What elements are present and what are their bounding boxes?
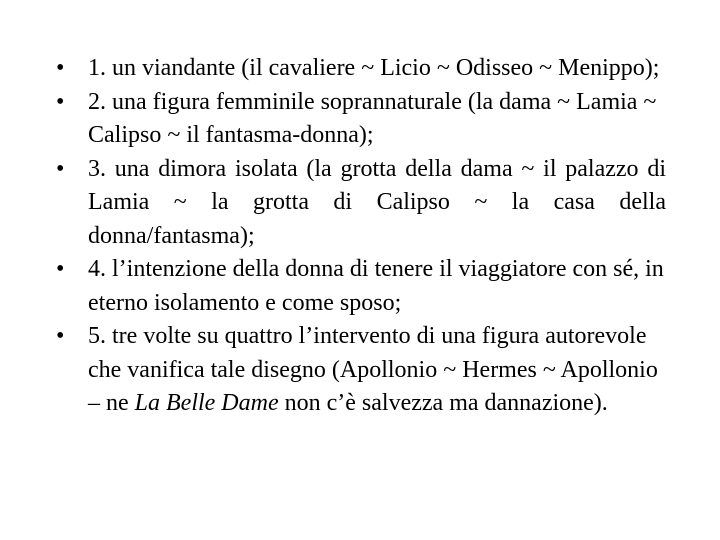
list-item-text-after: non c’è salvezza ma dannazione). [278,390,608,416]
list-item-text: 1. un viandante (il cavaliere ~ Licio ~ Odisseo ~ Menippo); [88,55,660,81]
list-item [56,86,666,153]
bullet-marker: • [56,88,65,115]
list-item [56,153,666,254]
bullet-marker: • [56,256,65,282]
bullet-marker: • [56,55,65,81]
bullet-list [56,52,666,421]
bullet-marker: • [56,155,65,182]
list-item-text-before: 5. tre volte su quattro l’intervento di una figura autorevole che vanifica tale disegno (Apollonio ~ Hermes ~ Apollonio – ne [88,323,658,416]
list-item-text: 3. una dimora isolata (la grotta della dama ~ il palazzo di Lamia ~ la grotta di Calipso ~ la casa della donna/fantasma); [88,155,666,249]
list-item-text: 4. l’intenzione della donna di tenere il viaggiatore con sé, in eterno isolamento e come sposo; [88,256,664,316]
list-item [56,320,666,421]
bullet-marker: • [56,323,65,349]
list-item [56,253,666,320]
list-item-text: 2. una figura femminile soprannaturale (la dama ~ Lamia ~ Calipso ~ il fantasma-donna); [88,88,657,148]
list-item-text-italic: La Belle Dame [134,390,279,416]
list-item [56,52,666,86]
